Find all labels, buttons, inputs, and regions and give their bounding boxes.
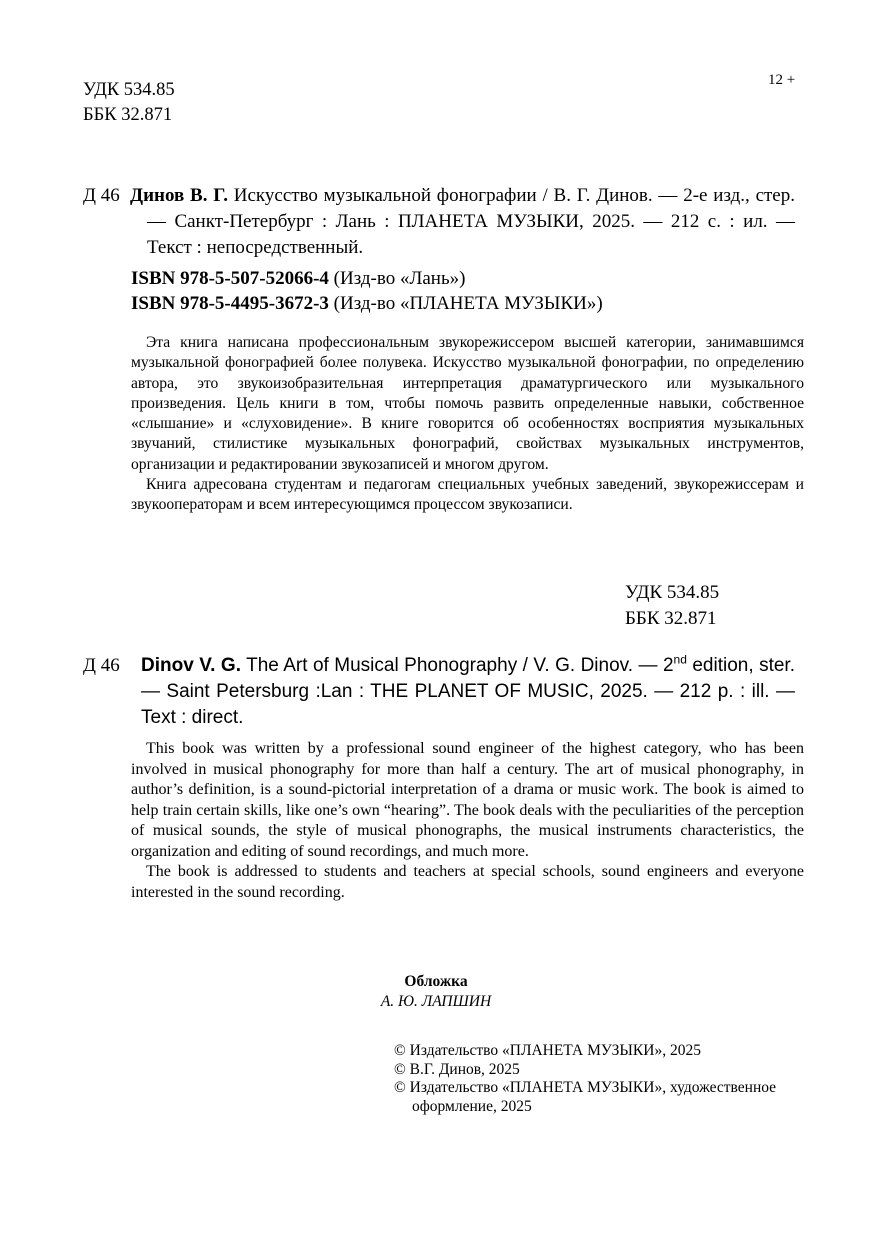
bbk-code: ББК 32.871 xyxy=(625,608,717,629)
author-sign: Д 46 xyxy=(83,655,120,676)
top-classification-codes xyxy=(83,78,175,128)
annotation-paragraph: Эта книга написана профессиональным звукорежиссером высшей категории, занимавшимся музыкальной фонографией более полувека. Искусство музыкальной фонографии, по определению автора, это звукоизобразительная интерпретация драматургического или музыкального произведения. Цель книги в том, чтобы помочь развить определенные навыки, собственное «слышание» и «слуховидение». В книге говорится об особенностях восприятия музыкальных звучаний, стилистике музыкальных фонографий, свойствах музыкальных инструментов, организации и редактировании звукозаписей и многом другом. xyxy=(131,334,804,473)
en-bibliographic-entry xyxy=(83,653,795,731)
ru-annotation xyxy=(131,333,804,516)
isbn-publisher: (Изд-во «Лань») xyxy=(328,268,466,289)
copyright-line: © Издательство «ПЛАНЕТА МУЗЫКИ», художественное оформление, 2025 xyxy=(394,1079,777,1115)
copyright-line: © Издательство «ПЛАНЕТА МУЗЫКИ», 2025 xyxy=(394,1042,701,1059)
isbn-list xyxy=(131,266,603,316)
en-entry-body xyxy=(141,653,795,731)
isbn-line xyxy=(131,266,603,291)
en-annotation xyxy=(131,739,804,903)
copyright-line: © В.Г. Динов, 2025 xyxy=(394,1060,520,1078)
author-sign: Д 46 xyxy=(83,185,120,206)
en-entry-text: edition, ster. — Saint Petersburg :Lan : THE PLANET OF MUSIC, 2025. — 212 p. : ill. — Text : direct. xyxy=(141,655,795,728)
ru-entry-text: Искусство музыкальной фонографии / В. Г. Динов. — 2-е изд., стер. — Санкт-Петербург : Лань : ПЛАНЕТА МУЗЫКИ, 2025. — 212 с. : ил. — Текст : непосредственный. xyxy=(147,185,795,258)
ordinal-suffix: nd xyxy=(673,652,687,667)
author-name: Dinov V. G. xyxy=(141,655,241,676)
ru-bibliographic-entry xyxy=(83,183,795,261)
annotation-paragraph: This book was written by a professional sound engineer of the highest category, who has been involved in musical phonography for more than half a century. The art of musical phonography, in author’s definition, is a sound-pictorial interpretation of a drama or music work. The book is aimed to help train certain skills, like one’s own “hearing”. The book deals with the peculiarities of the perception of musical sounds, the style of musical phonographs, the musical instruments characteristics, the organization and editing of sound recordings, and much more. xyxy=(131,740,804,860)
annotation-paragraph: The book is addressed to students and teachers at special schools, sound engineers and everyone interested in the sound recording. xyxy=(131,863,804,901)
annotation-paragraph: Книга адресована студентам и педагогам специальных учебных заведений, звукорежиссерам и звукооператорам и всем интересующимся процессом звукозаписи. xyxy=(131,476,804,514)
cover-credit xyxy=(366,972,506,1012)
cover-artist: А. Ю. ЛАПШИН xyxy=(380,993,492,1010)
ru-entry-body xyxy=(130,183,795,261)
cover-title: Обложка xyxy=(404,973,468,990)
udk-code: УДК 534.85 xyxy=(83,80,175,100)
copyright-block xyxy=(394,1042,794,1116)
author-name: Динов В. Г. xyxy=(130,185,228,206)
en-entry-text: The Art of Musical Phonography / V. G. Dinov. — 2 xyxy=(240,655,674,676)
isbn-number: ISBN 978-5-507-52066-4 xyxy=(131,268,329,289)
udk-code: УДК 534.85 xyxy=(625,582,720,603)
age-rating: 12 + xyxy=(768,72,796,88)
isbn-publisher: (Изд-во «ПЛАНЕТА МУЗЫКИ») xyxy=(328,293,603,314)
isbn-number: ISBN 978-5-4495-3672-3 xyxy=(131,293,329,314)
isbn-line xyxy=(131,291,603,316)
mid-classification-codes xyxy=(625,580,719,632)
bbk-code: ББК 32.871 xyxy=(83,105,173,125)
